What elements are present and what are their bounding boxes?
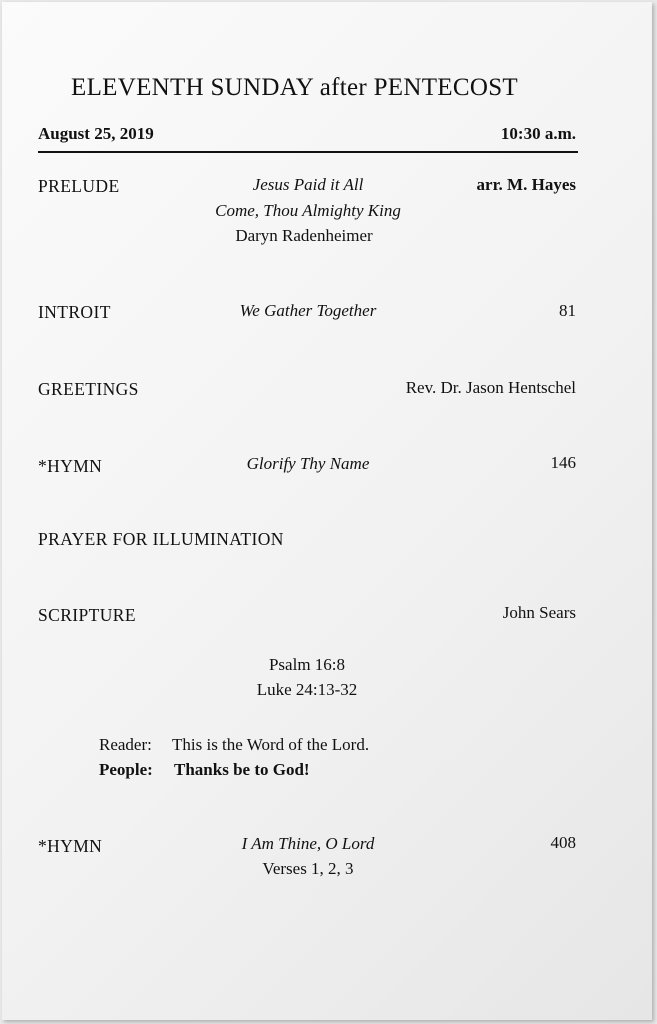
hymn-number: 146	[550, 453, 576, 472]
scripture-reader: John Sears	[502, 603, 576, 622]
header-rule	[38, 151, 578, 153]
introit-title: We Gather Together	[239, 301, 377, 320]
bulletin-page	[2, 2, 652, 1020]
people-label: People:	[99, 760, 153, 779]
reader-label: Reader:	[99, 735, 152, 754]
prelude-piece-2: Come, Thou Almighty King	[215, 201, 401, 220]
service-date: August 25, 2019	[38, 124, 154, 143]
scripture-reference-1: Psalm 16:8	[268, 655, 346, 674]
introit-label: INTROIT	[38, 302, 111, 322]
prelude-piece-1: Jesus Paid it All	[252, 175, 364, 194]
greetings-leader: Rev. Dr. Jason Hentschel	[405, 378, 576, 397]
hymn-title-2: I Am Thine, O Lord	[241, 834, 375, 853]
prelude-label: PRELUDE	[38, 176, 120, 196]
introit-number: 81	[559, 301, 576, 320]
greetings-label: GREETINGS	[38, 379, 139, 399]
prelude-performer: Daryn Radenheimer	[235, 226, 373, 245]
scripture-label: SCRIPTURE	[38, 605, 136, 625]
reader-line: This is the Word of the Lord.	[172, 735, 370, 754]
hymn-label-2: *HYMN	[38, 836, 103, 856]
prayer-label: PRAYER FOR ILLUMINATION	[38, 529, 284, 549]
scripture-reference-2: Luke 24:13-32	[256, 680, 358, 699]
hymn-label: *HYMN	[38, 456, 103, 476]
people-line: Thanks be to God!	[174, 760, 310, 779]
page-title: ELEVENTH SUNDAY after PENTECOST	[71, 74, 518, 101]
hymn-number-2: 408	[550, 833, 576, 852]
service-time: 10:30 a.m.	[500, 124, 576, 143]
prelude-arranger: arr. M. Hayes	[476, 175, 576, 194]
hymn-verses: Verses 1, 2, 3	[262, 859, 354, 878]
hymn-title: Glorify Thy Name	[246, 454, 370, 473]
